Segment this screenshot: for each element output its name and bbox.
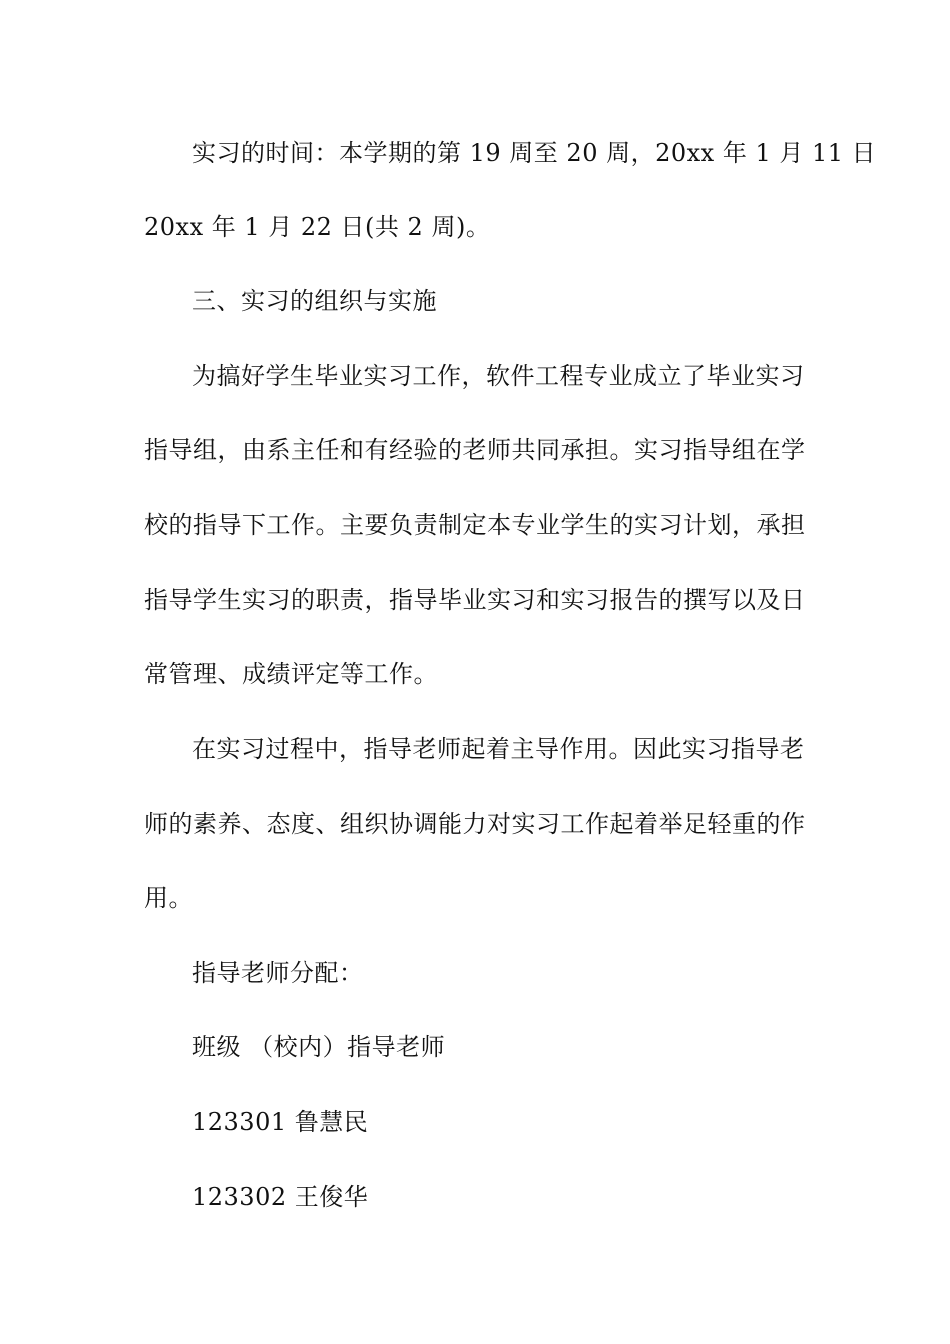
time-line-2: 20xx 年 1 月 22 日(共 2 周)。 — [144, 213, 491, 241]
paragraph-1-line: 指导学生实习的职责，指导毕业实习和实习报告的撰写以及日 — [144, 586, 806, 614]
paragraph-2-line: 用。 — [144, 884, 193, 912]
list-item: 123302 王俊华 — [192, 1183, 369, 1211]
table-header: 班级 （校内）指导老师 — [192, 1033, 446, 1061]
paragraph-1-line: 校的指导下工作。主要负责制定本专业学生的实习计划，承担 — [144, 511, 806, 539]
assignment-heading: 指导老师分配： — [192, 959, 364, 987]
section-heading: 三、实习的组织与实施 — [192, 287, 437, 315]
time-line-1: 实习的时间：本学期的第 19 周至 20 周，20xx 年 1 月 11 日 — [192, 139, 877, 167]
paragraph-2-line: 在实习过程中，指导老师起着主导作用。因此实习指导老 — [192, 735, 805, 763]
paragraph-1-line: 常管理、成绩评定等工作。 — [144, 660, 438, 688]
list-item: 123301 鲁慧民 — [192, 1108, 369, 1136]
paragraph-2-line: 师的素养、态度、组织协调能力对实习工作起着举足轻重的作 — [144, 810, 806, 838]
paragraph-1-line: 为搞好学生毕业实习工作，软件工程专业成立了毕业实习 — [192, 362, 805, 390]
paragraph-1-line: 指导组，由系主任和有经验的老师共同承担。实习指导组在学 — [144, 436, 806, 464]
